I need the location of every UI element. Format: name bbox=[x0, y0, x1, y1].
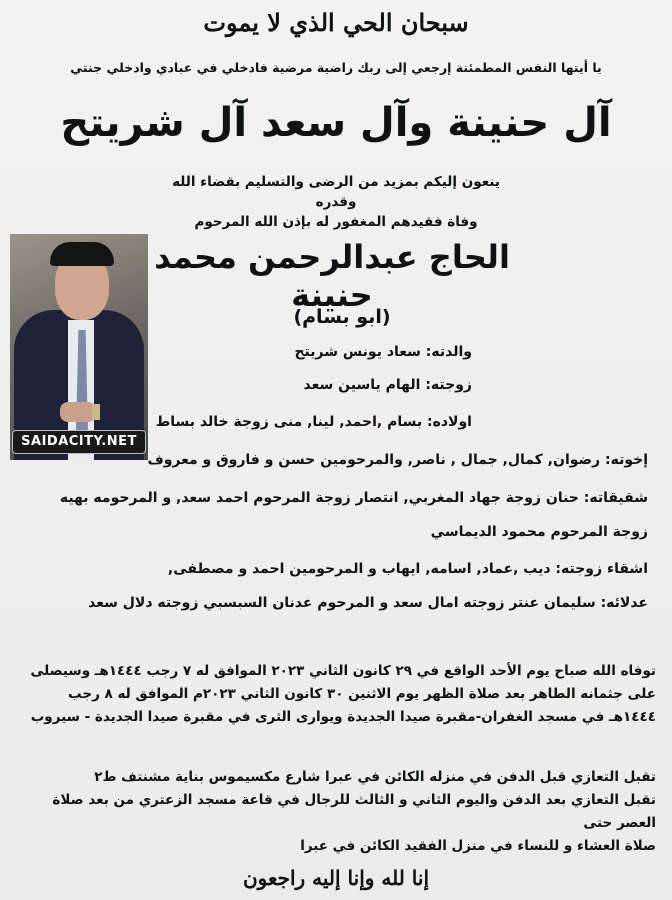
condolence-line-1: تقبل التعازي قبل الدفن في منزله الكائن في عبرا شارع مكسيموس بناية مشنتف ط٢ bbox=[94, 769, 656, 785]
relative-mother: والدته: سعاد يونس شريتح bbox=[294, 344, 472, 360]
funeral-line-1: توفاه الله صباح يوم الأحد الواقع في ٢٩ كانون الثاني ٢٠٢٣ الموافق له ٧ رجب ١٤٤٤هـ وسيصلى bbox=[30, 663, 656, 679]
funeral-details bbox=[16, 660, 656, 729]
closing-verse: إنا لله وإنا إليه راجعون bbox=[242, 866, 430, 890]
announcement-line-2: وفاة فقيدهم المغفور له بإذن الله المرحوم bbox=[194, 214, 478, 230]
announcement bbox=[150, 172, 522, 232]
relative-wife: زوجته: الهام ياسين سعد bbox=[303, 377, 472, 393]
relative-in-laws: عدلائه: سليمان عنتر زوجته امال سعد و المرحوم عدنان السبسبي زوجته دلال سعد bbox=[88, 595, 648, 611]
announcement-line-1: ينعون إليكم بمزيد من الرضى والتسليم بقضاء الله وقدره bbox=[172, 174, 500, 210]
photo-cap bbox=[50, 242, 114, 266]
relative-wife-siblings: اشقاء زوجته: ديب ,عماد, اسامه, ايهاب و المرحومين احمد و مصطفى, bbox=[167, 561, 648, 577]
relative-children: اولاده: بسام ,احمد, لينا, منى زوجة خالد بساط bbox=[155, 414, 472, 430]
family-names: آل حنينة وآل سعد آل شريتح bbox=[60, 100, 612, 146]
funeral-line-2: على جثمانه الطاهر بعد صلاة الظهر يوم الاثنين ٣٠ كانون الثاني ٢٠٢٣م الموافق له ٨ رجب bbox=[68, 686, 656, 702]
watermark-logo: SAIDACITY.NET bbox=[12, 430, 146, 454]
header-title: سبحان الحي الذي لا يموت bbox=[203, 8, 469, 37]
deceased-name: الحاج عبدالرحمن محمد حنينة bbox=[154, 238, 510, 314]
relative-brothers: إخوته: رضوان, كمال, جمال , ناصر, والمرحومين حسن و فاروق و معروف bbox=[147, 452, 648, 468]
condolence-details bbox=[16, 766, 656, 858]
funeral-line-3: ١٤٤٤هـ في مسجد الغفران-مقبرة صيدا الجديدة ويوارى الثرى في مقبرة صيدا الجديدة - سيروب bbox=[30, 709, 656, 725]
condolence-line-2: تقبل التعازي بعد الدفن واليوم الثاني و الثالث للرجال في قاعة مسجد الزعتري من بعد صلاة العصر حتى bbox=[52, 792, 656, 831]
quran-verse: يا أيتها النفس المطمئنة إرجعي إلى ربك راضية مرضية فادخلي في عبادي وادخلي جنتي bbox=[70, 60, 602, 75]
deceased-nickname: (ابو بسام) bbox=[293, 306, 391, 328]
relative-sisters: شقيقاته: حنان زوجة جهاد المغربي, انتصار زوجة المرحوم احمد سعد, و المرحومه بهيه bbox=[59, 490, 648, 506]
condolence-line-3: صلاة العشاء و للنساء في منزل الفقيد الكائن في عبرا bbox=[300, 838, 656, 854]
relative-sisters-cont: زوجة المرحوم محمود الديماسي bbox=[430, 524, 648, 540]
